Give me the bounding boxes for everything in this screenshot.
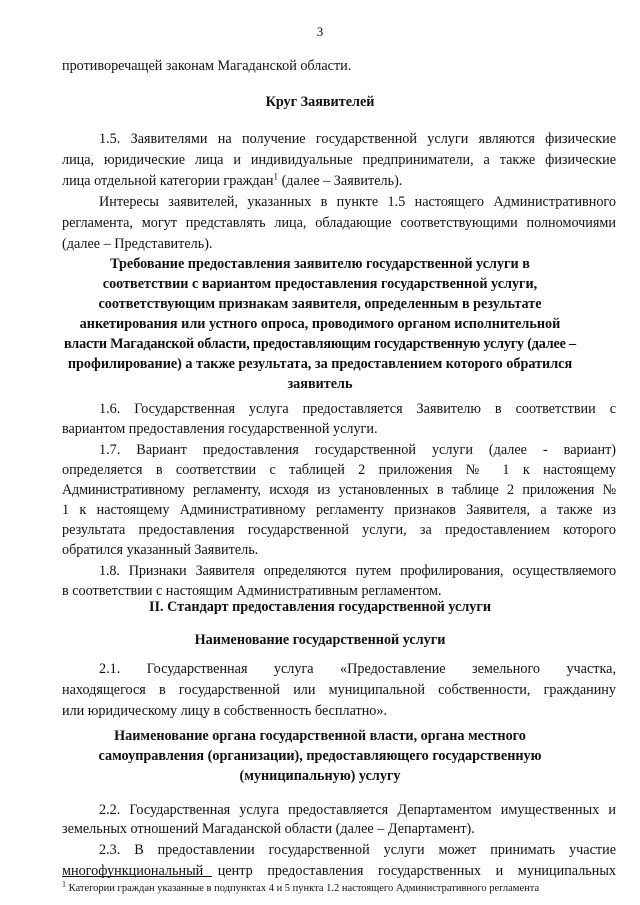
para-1-7-line-2: определяется в соответствии с таблицей 2 приложения № 1 к настоящему	[62, 462, 616, 478]
continuation-line: противоречащей законам Магаданской области.	[62, 58, 352, 74]
para-1-7-line-3: Административному регламенту, исходя из установленных в таблице 2 приложения №	[62, 482, 616, 498]
para-1-8-line-2: в соответствии с настоящим Административным регламентом.	[62, 583, 442, 599]
para-1-7-line-1: 1.7. Вариант предоставления государственной услуги (далее - вариант)	[99, 442, 616, 458]
para-1-7-line-4: 1 к настоящему Административному регламенту признаков Заявителя, а также из	[62, 502, 616, 518]
para-1-6-line-2: вариантом предоставления государственной услуги.	[62, 421, 378, 437]
section-heading-applicants: Круг Заявителей	[265, 94, 375, 110]
para-1-5b-line-1: Интересы заявителей, указанных в пункте 1.5 настоящего Административного	[99, 194, 616, 210]
subheading-organ-1: Наименование органа государственной власти, органа местного	[114, 728, 526, 744]
para-2-1-line-2: находящегося в государственной или муниципальной собственности, гражданину	[62, 682, 616, 698]
section-heading-profiling-6: профилирование) а также результата, за предоставлением которого обратился	[67, 356, 573, 372]
section-heading-profiling-7: заявитель	[287, 376, 353, 392]
section-heading-profiling-5: власти Магаданской области, предоставляющим государственную услугу (далее –	[64, 336, 576, 352]
section-heading-profiling-3: соответствующим признакам заявителя, определенным в результате	[98, 296, 542, 312]
footnote-text: Категории граждан указанные в подпунктах 4 и 5 пункта 1.2 настоящего Административного регламента	[68, 883, 540, 894]
para-1-5-line-3-text: лица отдельной категории граждан	[62, 173, 274, 189]
para-1-5b-line-3: (далее – Представитель).	[62, 236, 213, 252]
subheading-organ-3: (муниципальную) услугу	[239, 768, 401, 784]
para-1-5-line-3	[62, 171, 402, 192]
para-2-2-line-2: земельных отношений Магаданской области (далее – Департамент).	[62, 821, 475, 837]
section-heading-profiling-2: соответствии с вариантом предоставления государственной услуги,	[102, 276, 538, 292]
para-2-3-line-2: многофункциональный центр предоставления государственных и муниципальных	[62, 863, 616, 879]
footnote	[62, 879, 540, 896]
section-heading-standard: II. Стандарт предоставления государственной услуги	[148, 599, 492, 615]
footnote-reference: 1	[273, 171, 279, 182]
para-2-2-line-1: 2.2. Государственная услуга предоставляется Департаментом имущественных и	[99, 802, 616, 818]
subheading-service-name: Наименование государственной услуги	[194, 632, 446, 648]
section-heading-profiling-1: Требование предоставления заявителю государственной услуги в	[110, 256, 530, 272]
para-1-5-line-3-tail: (далее – Заявитель).	[278, 173, 403, 189]
section-heading-profiling-4: анкетирования или устного опроса, проводимого органом исполнительной	[79, 316, 561, 332]
para-1-6-line-1: 1.6. Государственная услуга предоставляется Заявителю в соответствии с	[99, 401, 616, 417]
subheading-organ-2: самоуправления (организации), предоставляющего государственную	[98, 748, 542, 764]
para-1-7-line-6: обратился указанный Заявитель.	[62, 542, 259, 558]
para-2-1-line-3: или юридическому лицу в собственность бесплатно».	[62, 703, 388, 719]
footnote-mark: 1	[62, 879, 66, 889]
para-1-5-line-2: лица, юридические лица и индивидуальные предприниматели, а также физические	[62, 152, 616, 168]
footnote-rule	[62, 876, 212, 877]
para-1-5-line-1: 1.5. Заявителями на получение государственной услуги являются физические	[99, 131, 616, 147]
page-number: 3	[316, 24, 324, 39]
para-1-5b-line-2: регламента, могут представлять лица, обладающие соответствующими полномочиями	[62, 215, 616, 231]
para-2-3-line-1: 2.3. В предоставлении государственной услуги может принимать участие	[99, 842, 616, 858]
para-1-7-line-5: результата предоставления государственной услуги, за предоставлением которого	[62, 522, 616, 538]
para-1-8-line-1: 1.8. Признаки Заявителя определяются путем профилирования, осуществляемого	[99, 563, 616, 579]
para-2-1-line-1: 2.1. Государственная услуга «Предоставление земельного участка,	[99, 661, 616, 677]
